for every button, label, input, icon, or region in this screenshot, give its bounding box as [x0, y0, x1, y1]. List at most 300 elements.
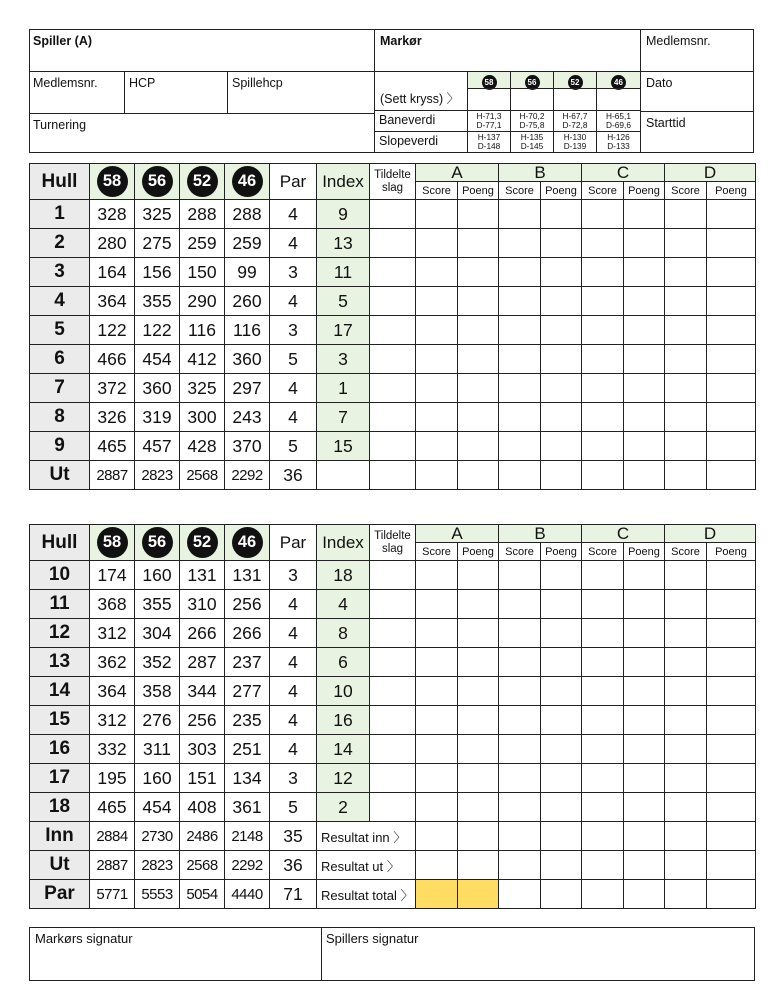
- score-c-input[interactable]: [582, 345, 624, 374]
- tee-58-rating-women: D-77,1: [476, 119, 502, 130]
- score-c-input[interactable]: [582, 461, 624, 490]
- tee-46-header: [596, 71, 641, 89]
- points-c-input[interactable]: [624, 345, 665, 374]
- strokes-cell-input[interactable]: [370, 461, 416, 490]
- points-c-input[interactable]: [624, 316, 665, 345]
- yardage-58: 312: [90, 619, 135, 648]
- score-b-input[interactable]: [499, 822, 541, 851]
- index-value: 17: [317, 316, 370, 345]
- points-a-input[interactable]: [458, 258, 499, 287]
- points-b-input[interactable]: [541, 561, 582, 590]
- strokes-cell-input[interactable]: [370, 735, 416, 764]
- score-b-input[interactable]: [499, 316, 541, 345]
- score-c-input[interactable]: [582, 229, 624, 258]
- tee-58-checkbox[interactable]: [467, 88, 511, 111]
- tee-56-col-badge: 56: [142, 166, 173, 197]
- points-a-input[interactable]: [458, 822, 499, 851]
- tee-52-slope-women: D-139: [563, 140, 587, 151]
- points-a-input[interactable]: [458, 229, 499, 258]
- yardage-52: 2568: [180, 461, 225, 490]
- score-d-input[interactable]: [665, 619, 707, 648]
- score-d-header: Score: [665, 182, 707, 200]
- course-rating-label-cell: [374, 110, 468, 132]
- points-a-input[interactable]: [458, 880, 499, 909]
- score-a-input[interactable]: [416, 735, 458, 764]
- points-a-input[interactable]: [458, 590, 499, 619]
- index-value: 18: [317, 561, 370, 590]
- hole-number: 4: [30, 287, 90, 316]
- strokes-cell-input[interactable]: [370, 764, 416, 793]
- hole-row: [30, 374, 756, 403]
- points-c-input[interactable]: [624, 677, 665, 706]
- score-d-input[interactable]: [665, 432, 707, 461]
- strokes-cell-input[interactable]: [370, 432, 416, 461]
- score-c-input[interactable]: [582, 619, 624, 648]
- score-a-input[interactable]: [416, 648, 458, 677]
- score-d-input[interactable]: [665, 287, 707, 316]
- hole-number: 17: [30, 764, 90, 793]
- score-d-input[interactable]: [665, 822, 707, 851]
- score-a-input[interactable]: [416, 822, 458, 851]
- points-b-input[interactable]: [541, 793, 582, 822]
- yardage-56: 355: [135, 590, 180, 619]
- points-b-input[interactable]: [541, 461, 582, 490]
- points-b-input[interactable]: [541, 590, 582, 619]
- score-d-input[interactable]: [665, 851, 707, 880]
- strokes-cell-input[interactable]: [370, 706, 416, 735]
- tee-46-slope-women: D-133: [607, 140, 630, 151]
- yardage-56: 358: [135, 677, 180, 706]
- yardage-56: 276: [135, 706, 180, 735]
- points-b-input[interactable]: [541, 648, 582, 677]
- index-header: Index: [317, 164, 370, 200]
- yardage-52: 300: [180, 403, 225, 432]
- score-c-input[interactable]: [582, 432, 624, 461]
- score-a-input[interactable]: [416, 793, 458, 822]
- points-b-input[interactable]: [541, 200, 582, 229]
- score-c-input[interactable]: [582, 403, 624, 432]
- score-b-input[interactable]: [499, 374, 541, 403]
- points-b-input[interactable]: [541, 229, 582, 258]
- score-a-input[interactable]: [416, 561, 458, 590]
- score-d-input[interactable]: [665, 706, 707, 735]
- points-b-input[interactable]: [541, 735, 582, 764]
- yardage-52: 344: [180, 677, 225, 706]
- points-d-input[interactable]: [707, 403, 756, 432]
- points-c-input[interactable]: [624, 619, 665, 648]
- out-total-row: [30, 461, 756, 490]
- points-d-input[interactable]: [707, 793, 756, 822]
- strokes-cell-input[interactable]: [370, 258, 416, 287]
- points-a-input[interactable]: [458, 706, 499, 735]
- points-a-input[interactable]: [458, 374, 499, 403]
- strokes-cell-input[interactable]: [370, 229, 416, 258]
- strokes-cell-input[interactable]: [370, 648, 416, 677]
- points-c-input[interactable]: [624, 793, 665, 822]
- tee-56-slope-women: D-145: [520, 140, 544, 151]
- points-c-input[interactable]: [624, 229, 665, 258]
- score-c-header: Score: [582, 182, 624, 200]
- score-d-input[interactable]: [665, 461, 707, 490]
- score-d-input[interactable]: [665, 403, 707, 432]
- points-d-input[interactable]: [707, 258, 756, 287]
- points-b-input[interactable]: [541, 619, 582, 648]
- hole-row: [30, 345, 756, 374]
- points-c-input[interactable]: [624, 590, 665, 619]
- score-a-input[interactable]: [416, 432, 458, 461]
- score-c-input[interactable]: [582, 851, 624, 880]
- points-c-input[interactable]: [624, 561, 665, 590]
- tee-46-slope: [596, 131, 641, 153]
- score-d-input[interactable]: [665, 200, 707, 229]
- score-b-input[interactable]: [499, 258, 541, 287]
- score-c-input[interactable]: [582, 764, 624, 793]
- points-c-input[interactable]: [624, 200, 665, 229]
- score-c-input[interactable]: [582, 374, 624, 403]
- points-a-input[interactable]: [458, 316, 499, 345]
- score-b-input[interactable]: [499, 200, 541, 229]
- points-d-input[interactable]: [707, 851, 756, 880]
- score-b-input[interactable]: [499, 764, 541, 793]
- par-value: 36: [270, 461, 317, 490]
- score-a-header-back: Score: [416, 543, 458, 561]
- points-b-input[interactable]: [541, 822, 582, 851]
- tournament-label: Turnering: [33, 118, 87, 132]
- hcp-field[interactable]: [124, 71, 228, 114]
- yardage-58: 122: [90, 316, 135, 345]
- tee-46-col-header: [225, 164, 270, 200]
- score-a-input[interactable]: [416, 287, 458, 316]
- points-d-input[interactable]: [707, 706, 756, 735]
- yardage-46: 251: [225, 735, 270, 764]
- points-a-input[interactable]: [458, 764, 499, 793]
- slope-rating-label: Slopeverdi: [379, 134, 439, 148]
- points-b-input[interactable]: [541, 880, 582, 909]
- score-b-input[interactable]: [499, 432, 541, 461]
- score-a-input[interactable]: [416, 590, 458, 619]
- hole-row: [30, 764, 756, 793]
- score-a-input[interactable]: [416, 619, 458, 648]
- points-a-input[interactable]: [458, 200, 499, 229]
- hole-row: [30, 403, 756, 432]
- member-number-field[interactable]: [29, 71, 125, 114]
- score-c-input[interactable]: [582, 648, 624, 677]
- result-label: Resultat inn 〉: [317, 822, 416, 851]
- score-b-input[interactable]: [499, 851, 541, 880]
- strokes-cell-input[interactable]: [370, 793, 416, 822]
- points-a-input[interactable]: [458, 677, 499, 706]
- points-c-input[interactable]: [624, 851, 665, 880]
- points-c-input[interactable]: [624, 287, 665, 316]
- points-b-input[interactable]: [541, 374, 582, 403]
- score-b-input[interactable]: [499, 619, 541, 648]
- tee-46-badge: 46: [611, 75, 626, 90]
- points-c-input[interactable]: [624, 374, 665, 403]
- yardage-56: 5553: [135, 880, 180, 909]
- points-b-input[interactable]: [541, 432, 582, 461]
- strokes-header-back-line1: Tildelte: [374, 529, 411, 542]
- date-field[interactable]: [640, 71, 754, 112]
- yardage-58: 328: [90, 200, 135, 229]
- score-b-input[interactable]: [499, 403, 541, 432]
- strokes-cell-input[interactable]: [370, 345, 416, 374]
- points-d-input[interactable]: [707, 561, 756, 590]
- marker-label: Markør: [380, 34, 422, 48]
- score-a-input[interactable]: [416, 764, 458, 793]
- player-field[interactable]: [29, 29, 375, 72]
- points-d-input[interactable]: [707, 648, 756, 677]
- hole-row: [30, 706, 756, 735]
- strokes-cell-input[interactable]: [370, 200, 416, 229]
- score-a-input[interactable]: [416, 677, 458, 706]
- score-c-input[interactable]: [582, 822, 624, 851]
- group-a-header-back: A: [416, 525, 499, 543]
- points-b-input[interactable]: [541, 258, 582, 287]
- par-value: 4: [270, 287, 317, 316]
- points-c-input[interactable]: [624, 461, 665, 490]
- index-value: 16: [317, 706, 370, 735]
- yardage-52: 287: [180, 648, 225, 677]
- points-d-input[interactable]: [707, 374, 756, 403]
- score-b-input[interactable]: [499, 287, 541, 316]
- points-d-input[interactable]: [707, 735, 756, 764]
- points-a-input[interactable]: [458, 287, 499, 316]
- points-a-header: Poeng: [458, 182, 499, 200]
- hole-number: Ut: [30, 851, 90, 880]
- score-d-input[interactable]: [665, 735, 707, 764]
- par-value: 4: [270, 677, 317, 706]
- tee-52-col-header-back: [180, 525, 225, 561]
- hull-header-back: Hull: [30, 525, 90, 561]
- strokes-cell-input[interactable]: [370, 677, 416, 706]
- score-b-input[interactable]: [499, 793, 541, 822]
- points-a-input[interactable]: [458, 345, 499, 374]
- points-a-input[interactable]: [458, 461, 499, 490]
- tee-52-checkbox[interactable]: [553, 88, 597, 111]
- points-b-input[interactable]: [541, 706, 582, 735]
- score-b-input[interactable]: [499, 461, 541, 490]
- hole-number: 1: [30, 200, 90, 229]
- points-a-input[interactable]: [458, 851, 499, 880]
- tee-56-rating-women: D-75,8: [519, 119, 545, 130]
- tee-46-course-rating: [596, 110, 641, 132]
- score-a-header: Score: [416, 182, 458, 200]
- points-c-input[interactable]: [624, 706, 665, 735]
- tee-52-rating-men: H-67,7: [562, 111, 588, 121]
- score-a-input[interactable]: [416, 851, 458, 880]
- yardage-52: 2486: [180, 822, 225, 851]
- points-a-input[interactable]: [458, 403, 499, 432]
- playing-hcp-field[interactable]: [227, 71, 375, 114]
- set-cross-label: (Sett kryss) 〉: [380, 92, 460, 106]
- points-b-input[interactable]: [541, 287, 582, 316]
- score-d-input[interactable]: [665, 764, 707, 793]
- points-d-input[interactable]: [707, 619, 756, 648]
- yardage-58: 362: [90, 648, 135, 677]
- score-d-input[interactable]: [665, 374, 707, 403]
- score-c-input[interactable]: [582, 287, 624, 316]
- score-c-input[interactable]: [582, 200, 624, 229]
- points-d-input[interactable]: [707, 880, 756, 909]
- points-c-input[interactable]: [624, 648, 665, 677]
- points-d-input[interactable]: [707, 287, 756, 316]
- strokes-cell-input[interactable]: [370, 403, 416, 432]
- points-c-input[interactable]: [624, 764, 665, 793]
- index-value: 5: [317, 287, 370, 316]
- points-a-input[interactable]: [458, 648, 499, 677]
- marker-member-number-field[interactable]: [640, 29, 754, 72]
- hole-row: [30, 200, 756, 229]
- score-b-input[interactable]: [499, 590, 541, 619]
- marker-signature-field[interactable]: [29, 927, 322, 981]
- score-b-input[interactable]: [499, 677, 541, 706]
- yardage-56: 2823: [135, 461, 180, 490]
- tee-46-checkbox[interactable]: [596, 88, 641, 111]
- score-c-input[interactable]: [582, 706, 624, 735]
- tee-58-header: [467, 71, 511, 89]
- points-d-input[interactable]: [707, 764, 756, 793]
- points-b-input[interactable]: [541, 345, 582, 374]
- score-d-input[interactable]: [665, 793, 707, 822]
- points-d-input[interactable]: [707, 677, 756, 706]
- score-d-input[interactable]: [665, 648, 707, 677]
- points-d-input[interactable]: [707, 822, 756, 851]
- index-value: 10: [317, 677, 370, 706]
- score-d-input[interactable]: [665, 880, 707, 909]
- strokes-cell-input[interactable]: [370, 590, 416, 619]
- par-value: 4: [270, 229, 317, 258]
- score-a-input[interactable]: [416, 258, 458, 287]
- index-value: 12: [317, 764, 370, 793]
- points-a-input[interactable]: [458, 793, 499, 822]
- points-d-input[interactable]: [707, 345, 756, 374]
- points-a-input[interactable]: [458, 432, 499, 461]
- start-time-field[interactable]: [640, 111, 754, 153]
- tee-56-rating-men: H-70,2: [519, 111, 545, 121]
- points-c-input[interactable]: [624, 735, 665, 764]
- score-d-input[interactable]: [665, 345, 707, 374]
- score-a-input[interactable]: [416, 880, 458, 909]
- points-b-input[interactable]: [541, 677, 582, 706]
- points-d-input[interactable]: [707, 461, 756, 490]
- score-b-input[interactable]: [499, 706, 541, 735]
- points-c-input[interactable]: [624, 822, 665, 851]
- tee-56-col-header-back: [135, 525, 180, 561]
- score-a-input[interactable]: [416, 229, 458, 258]
- par-value: 5: [270, 793, 317, 822]
- strokes-cell-input[interactable]: [370, 374, 416, 403]
- score-d-input[interactable]: [665, 229, 707, 258]
- yardage-56: 311: [135, 735, 180, 764]
- yardage-52: 290: [180, 287, 225, 316]
- score-c-input[interactable]: [582, 880, 624, 909]
- points-d-input[interactable]: [707, 432, 756, 461]
- yardage-52: 131: [180, 561, 225, 590]
- points-c-input[interactable]: [624, 403, 665, 432]
- score-d-input[interactable]: [665, 561, 707, 590]
- score-b-input[interactable]: [499, 561, 541, 590]
- score-b-input[interactable]: [499, 345, 541, 374]
- yardage-56: 156: [135, 258, 180, 287]
- score-a-input[interactable]: [416, 345, 458, 374]
- marker-field[interactable]: [374, 29, 641, 72]
- points-b-input[interactable]: [541, 764, 582, 793]
- points-c-input[interactable]: [624, 880, 665, 909]
- score-c-input[interactable]: [582, 677, 624, 706]
- tee-46-rating-men: H-65,1: [606, 111, 631, 121]
- points-d-input[interactable]: [707, 590, 756, 619]
- score-a-input[interactable]: [416, 706, 458, 735]
- strokes-cell-input[interactable]: [370, 561, 416, 590]
- score-b-input[interactable]: [499, 735, 541, 764]
- strokes-cell-input[interactable]: [370, 619, 416, 648]
- score-b-input[interactable]: [499, 229, 541, 258]
- points-c-input[interactable]: [624, 432, 665, 461]
- score-c-input[interactable]: [582, 561, 624, 590]
- tee-56-checkbox[interactable]: [510, 88, 554, 111]
- strokes-cell-input[interactable]: [370, 287, 416, 316]
- score-c-input[interactable]: [582, 793, 624, 822]
- yardage-56: 360: [135, 374, 180, 403]
- score-c-input[interactable]: [582, 316, 624, 345]
- score-a-input[interactable]: [416, 403, 458, 432]
- points-a-input[interactable]: [458, 619, 499, 648]
- score-a-input[interactable]: [416, 461, 458, 490]
- hole-row: [30, 229, 756, 258]
- points-d-input[interactable]: [707, 229, 756, 258]
- points-d-input[interactable]: [707, 200, 756, 229]
- points-d-input[interactable]: [707, 316, 756, 345]
- score-c-input[interactable]: [582, 258, 624, 287]
- score-d-input[interactable]: [665, 677, 707, 706]
- yardage-56: 454: [135, 345, 180, 374]
- score-a-input[interactable]: [416, 200, 458, 229]
- points-a-input[interactable]: [458, 561, 499, 590]
- tournament-field[interactable]: [29, 113, 375, 153]
- yardage-56: 304: [135, 619, 180, 648]
- points-b-input[interactable]: [541, 403, 582, 432]
- yardage-52: 310: [180, 590, 225, 619]
- score-c-input[interactable]: [582, 590, 624, 619]
- hole-number: 10: [30, 561, 90, 590]
- par-value: 3: [270, 258, 317, 287]
- strokes-cell-input[interactable]: [370, 316, 416, 345]
- score-a-input[interactable]: [416, 374, 458, 403]
- score-d-input[interactable]: [665, 590, 707, 619]
- score-d-input[interactable]: [665, 258, 707, 287]
- points-a-input[interactable]: [458, 735, 499, 764]
- yardage-58: 364: [90, 677, 135, 706]
- score-a-input[interactable]: [416, 316, 458, 345]
- yardage-46: 370: [225, 432, 270, 461]
- hole-row: [30, 677, 756, 706]
- points-c-input[interactable]: [624, 258, 665, 287]
- score-d-input[interactable]: [665, 316, 707, 345]
- hole-number: Ut: [30, 461, 90, 490]
- par-header-back: Par: [270, 525, 317, 561]
- start-time-label: Starttid: [646, 116, 686, 130]
- points-b-input[interactable]: [541, 316, 582, 345]
- points-b-input[interactable]: [541, 851, 582, 880]
- score-b-input[interactable]: [499, 880, 541, 909]
- yardage-58: 280: [90, 229, 135, 258]
- hole-number: 3: [30, 258, 90, 287]
- score-c-input[interactable]: [582, 735, 624, 764]
- player-signature-field[interactable]: [321, 927, 755, 981]
- score-b-input[interactable]: [499, 648, 541, 677]
- yardage-58: 372: [90, 374, 135, 403]
- yardage-58: 195: [90, 764, 135, 793]
